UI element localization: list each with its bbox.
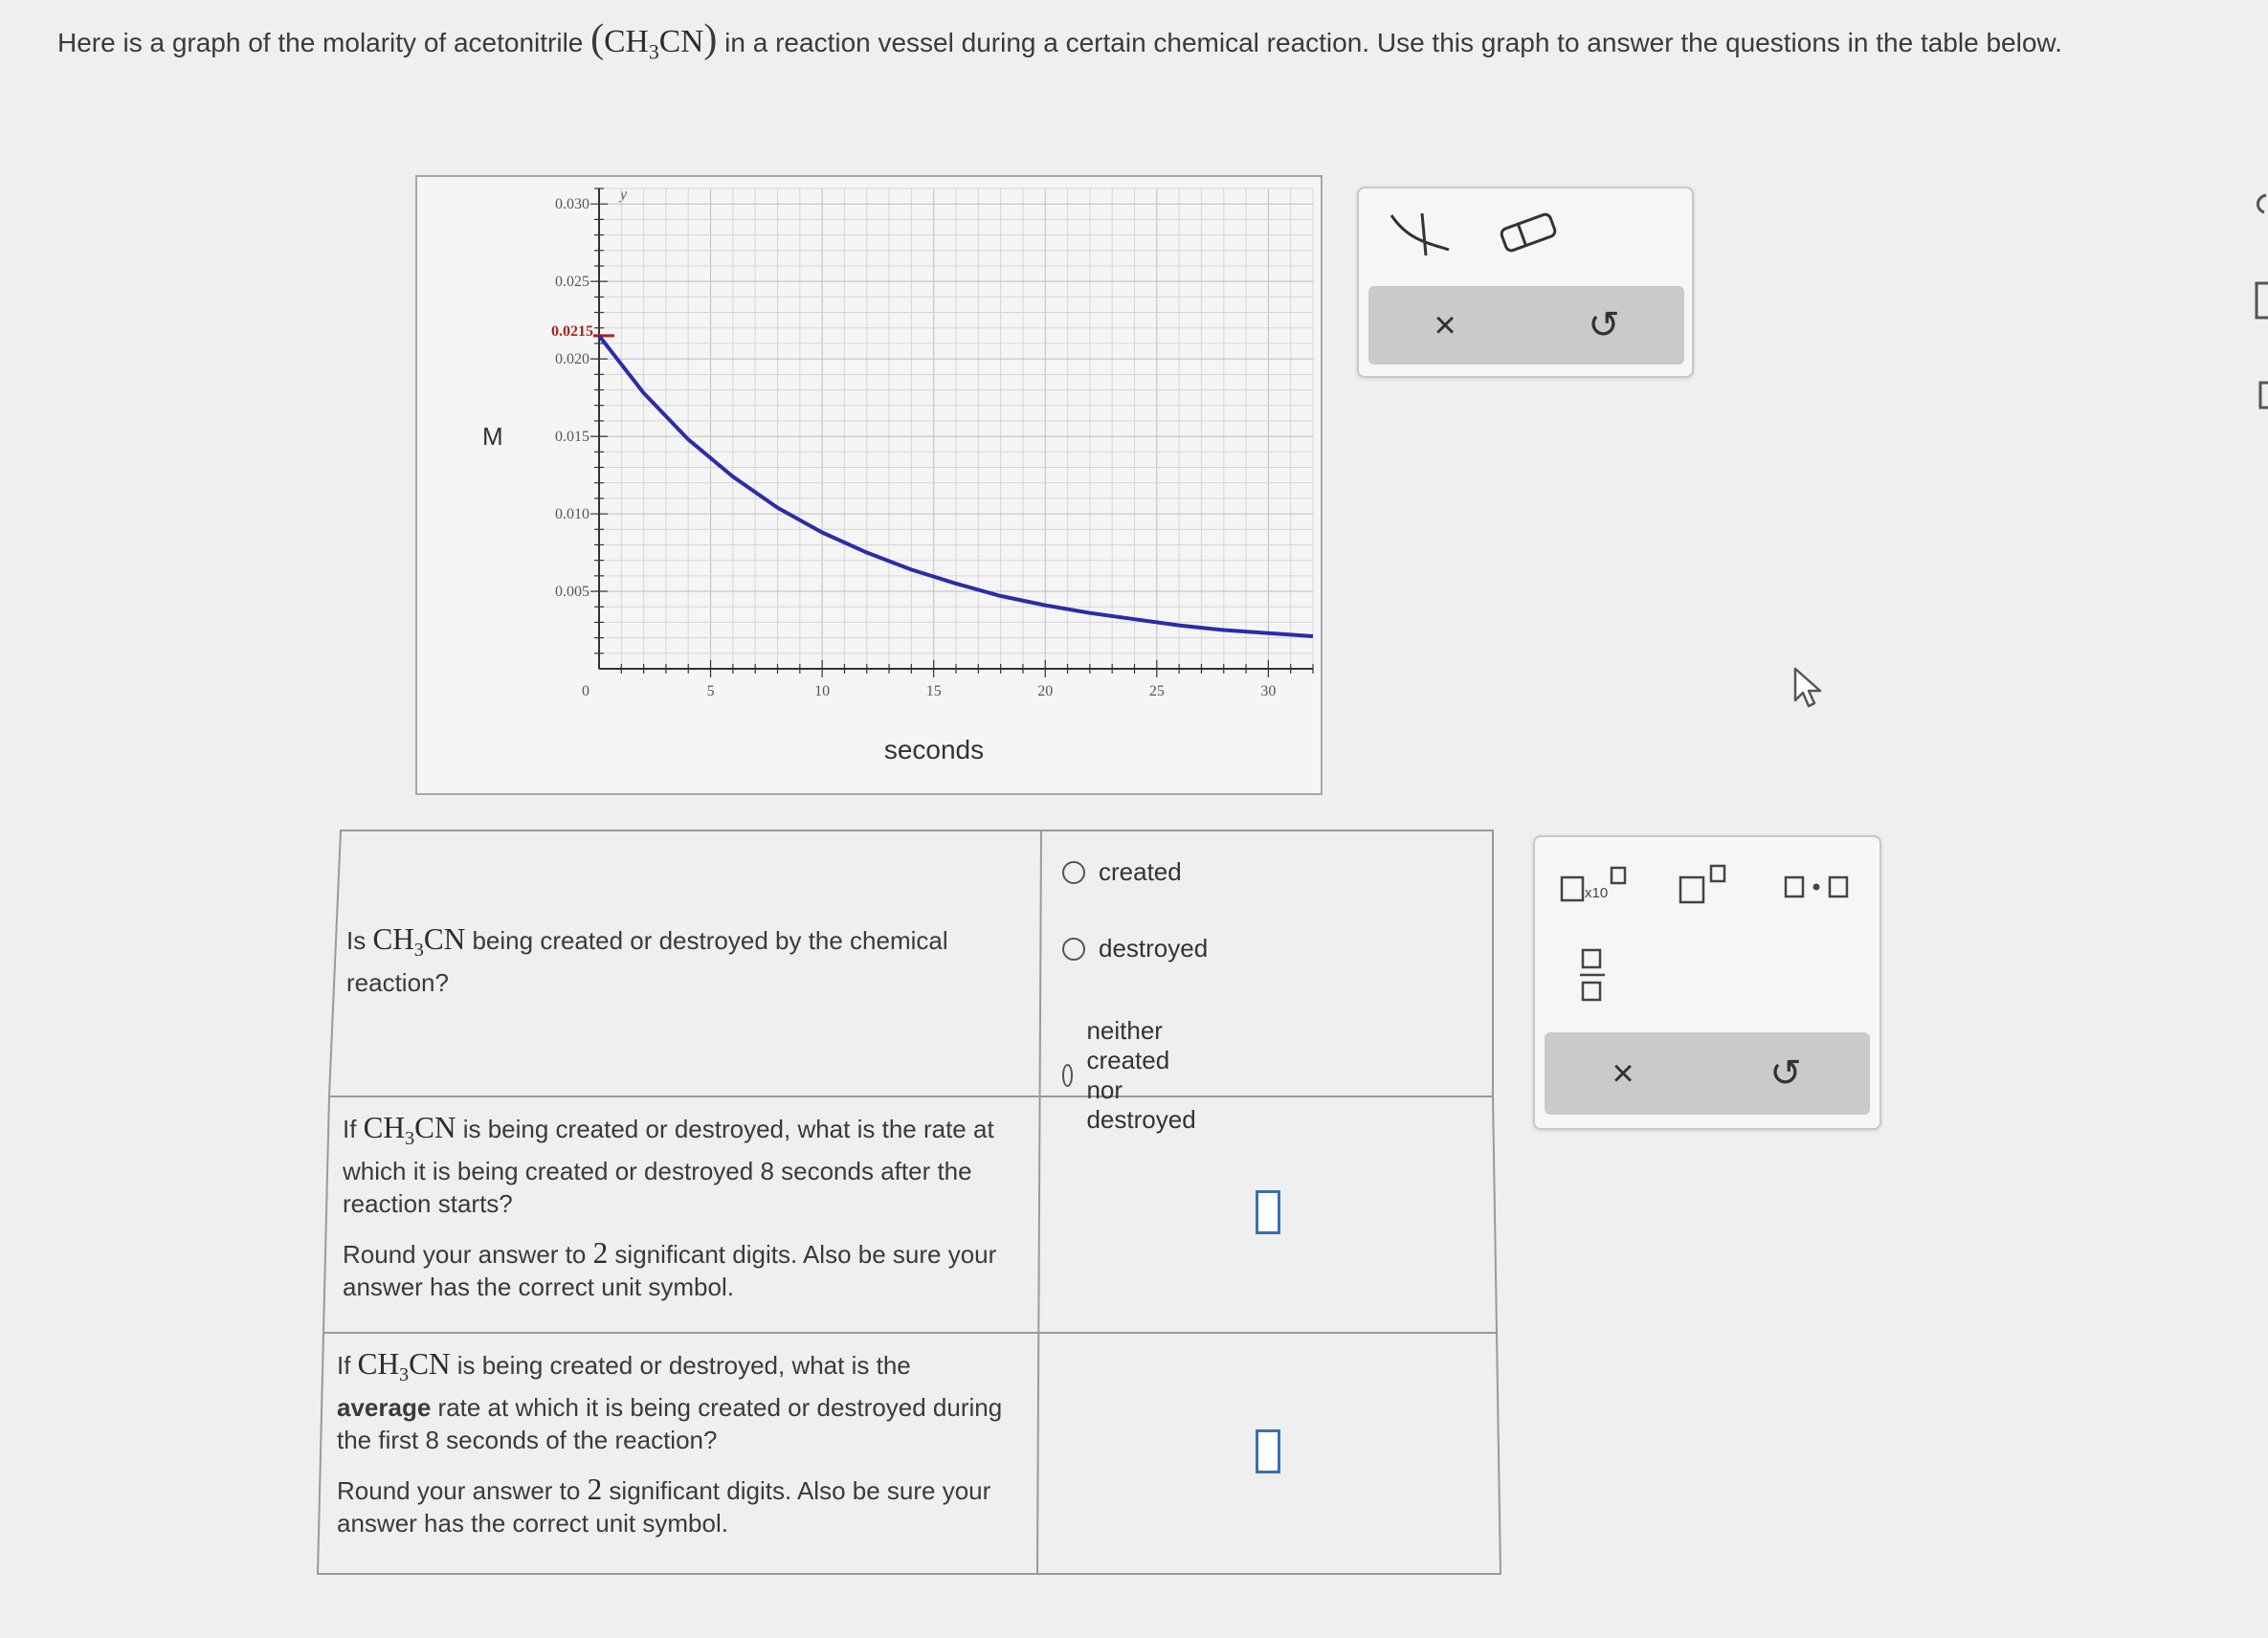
q3-text: is being created or destroyed, what is the	[450, 1351, 911, 1380]
q3-text: rate at which it is being created or destroyed during the first 8 seconds of the reaction?	[337, 1393, 1003, 1455]
q3-rounding-note	[337, 1473, 1007, 1539]
x-tick-label: 20	[1037, 683, 1054, 699]
q1-formula	[372, 922, 466, 962]
eraser-icon[interactable]	[1497, 211, 1560, 254]
intro-text	[57, 17, 2163, 75]
q2-text: If	[343, 1115, 364, 1143]
side-toolbar-icons[interactable]	[2241, 191, 2268, 421]
y-axis-label: M	[482, 422, 503, 451]
radio-button[interactable]	[1062, 938, 1085, 961]
undo-icon: ↺	[1769, 1052, 1802, 1095]
q2-digits: 2	[592, 1236, 609, 1271]
q1-text: Is	[346, 926, 373, 955]
option-neither[interactable]	[1062, 1016, 1208, 1135]
question-1	[346, 923, 1016, 999]
formula-part: CN	[658, 24, 704, 59]
x-tick-label: 15	[925, 683, 942, 699]
clear-graph-button[interactable]	[1407, 286, 1483, 365]
formula-part: CH	[363, 1111, 405, 1144]
formula-sub: 3	[648, 40, 659, 64]
q3-round-text: Round your answer to	[337, 1476, 588, 1506]
intro-lead: Here is a graph of the molarity of acetonitrile	[57, 28, 591, 57]
clear-answer-button[interactable]	[1585, 1032, 1661, 1115]
graph-tool-panel	[1357, 187, 1694, 378]
answer-input-average-rate[interactable]	[1256, 1429, 1280, 1473]
x10-label: x10	[1585, 885, 1609, 901]
y-tick-label: 0.020	[555, 351, 589, 368]
question-2	[343, 1112, 1012, 1303]
paren-close: )	[703, 17, 718, 61]
cursor-arrow-icon	[1791, 666, 1826, 710]
x-tick-label: 30	[1260, 683, 1277, 699]
x-tick-label: 0	[582, 683, 589, 699]
q3-digits: 2	[587, 1472, 603, 1507]
y-tick-label: 0.025	[555, 274, 589, 291]
formula-part: CN	[409, 1347, 451, 1381]
q3-text: If	[337, 1351, 358, 1380]
formula-part: CN	[423, 922, 466, 956]
formula-sub: 3	[399, 1364, 410, 1386]
superscript-icon[interactable]	[1679, 864, 1732, 904]
q2-text: is being created or destroyed, what is the rate at which it is being created or destroyed 8 seconds after the reaction starts?	[343, 1115, 994, 1219]
y-axis-letter: y	[620, 187, 628, 203]
multiplication-dot-icon[interactable]	[1784, 874, 1851, 900]
scientific-notation-button[interactable]	[1560, 866, 1629, 904]
option-created[interactable]	[1062, 857, 1182, 887]
graph-tool-bar	[1368, 286, 1684, 365]
formula-part: CH	[357, 1347, 399, 1381]
x-tick-label: 25	[1148, 683, 1165, 699]
highlight-tick-label: 0.0215	[551, 322, 593, 340]
y-tick-label: 0.005	[555, 584, 589, 601]
option-label: neither created nor destroyed	[1086, 1016, 1196, 1134]
q2-round-text: Round your answer to	[343, 1240, 593, 1270]
option-label: created	[1099, 857, 1182, 886]
question-3	[337, 1348, 1007, 1539]
q3-round-text: significant digits. Also be sure your answer has the correct unit symbol.	[337, 1476, 991, 1538]
intro-rest: in a reaction vessel during a certain chemical reaction. Use this graph to answer the questions in the table below.	[717, 28, 2062, 57]
formula-sub: 3	[413, 940, 424, 962]
formula-part: CH	[604, 24, 649, 59]
x-tick-label: 5	[706, 683, 715, 699]
molarity-chart[interactable]	[417, 177, 1321, 793]
q3-bold-word: average	[337, 1393, 432, 1423]
q2-formula	[363, 1111, 456, 1150]
y-tick-label: 0.010	[555, 506, 589, 523]
check-curve-icon[interactable]	[1388, 210, 1455, 257]
q2-rounding-note	[343, 1237, 1012, 1303]
radio-button[interactable]	[1062, 861, 1085, 884]
graph-panel	[415, 175, 1323, 795]
y-tick-label: 0.015	[555, 429, 589, 446]
answer-tool-panel	[1533, 835, 1881, 1130]
q3-formula	[357, 1347, 451, 1386]
option-destroyed[interactable]	[1062, 934, 1208, 963]
q1-text: being created or destroyed by the chemical reaction?	[346, 926, 948, 998]
x-axis-label: seconds	[883, 735, 985, 764]
answer-tool-bar	[1545, 1032, 1870, 1115]
intro-formula	[604, 24, 704, 64]
chart-grid	[599, 188, 1313, 669]
option-label: destroyed	[1099, 934, 1209, 963]
undo-answer-button[interactable]	[1747, 1032, 1824, 1115]
radio-button[interactable]	[1062, 1064, 1073, 1087]
x-tick-label: 10	[814, 683, 831, 699]
close-icon: ×	[1434, 303, 1456, 346]
answer-input-rate-at-8s[interactable]	[1256, 1190, 1280, 1234]
undo-graph-button[interactable]	[1566, 286, 1642, 365]
y-tick-label: 0.030	[555, 196, 589, 213]
formula-part: CN	[414, 1111, 456, 1144]
undo-icon: ↺	[1588, 304, 1620, 346]
close-icon: ×	[1612, 1051, 1634, 1095]
paren-open: (	[590, 17, 605, 61]
formula-sub: 3	[405, 1128, 415, 1150]
fraction-icon[interactable]	[1579, 948, 1606, 1006]
q2-round-text: significant digits. Also be sure your answer has the correct unit symbol.	[343, 1240, 997, 1302]
formula-part: CH	[372, 922, 414, 956]
